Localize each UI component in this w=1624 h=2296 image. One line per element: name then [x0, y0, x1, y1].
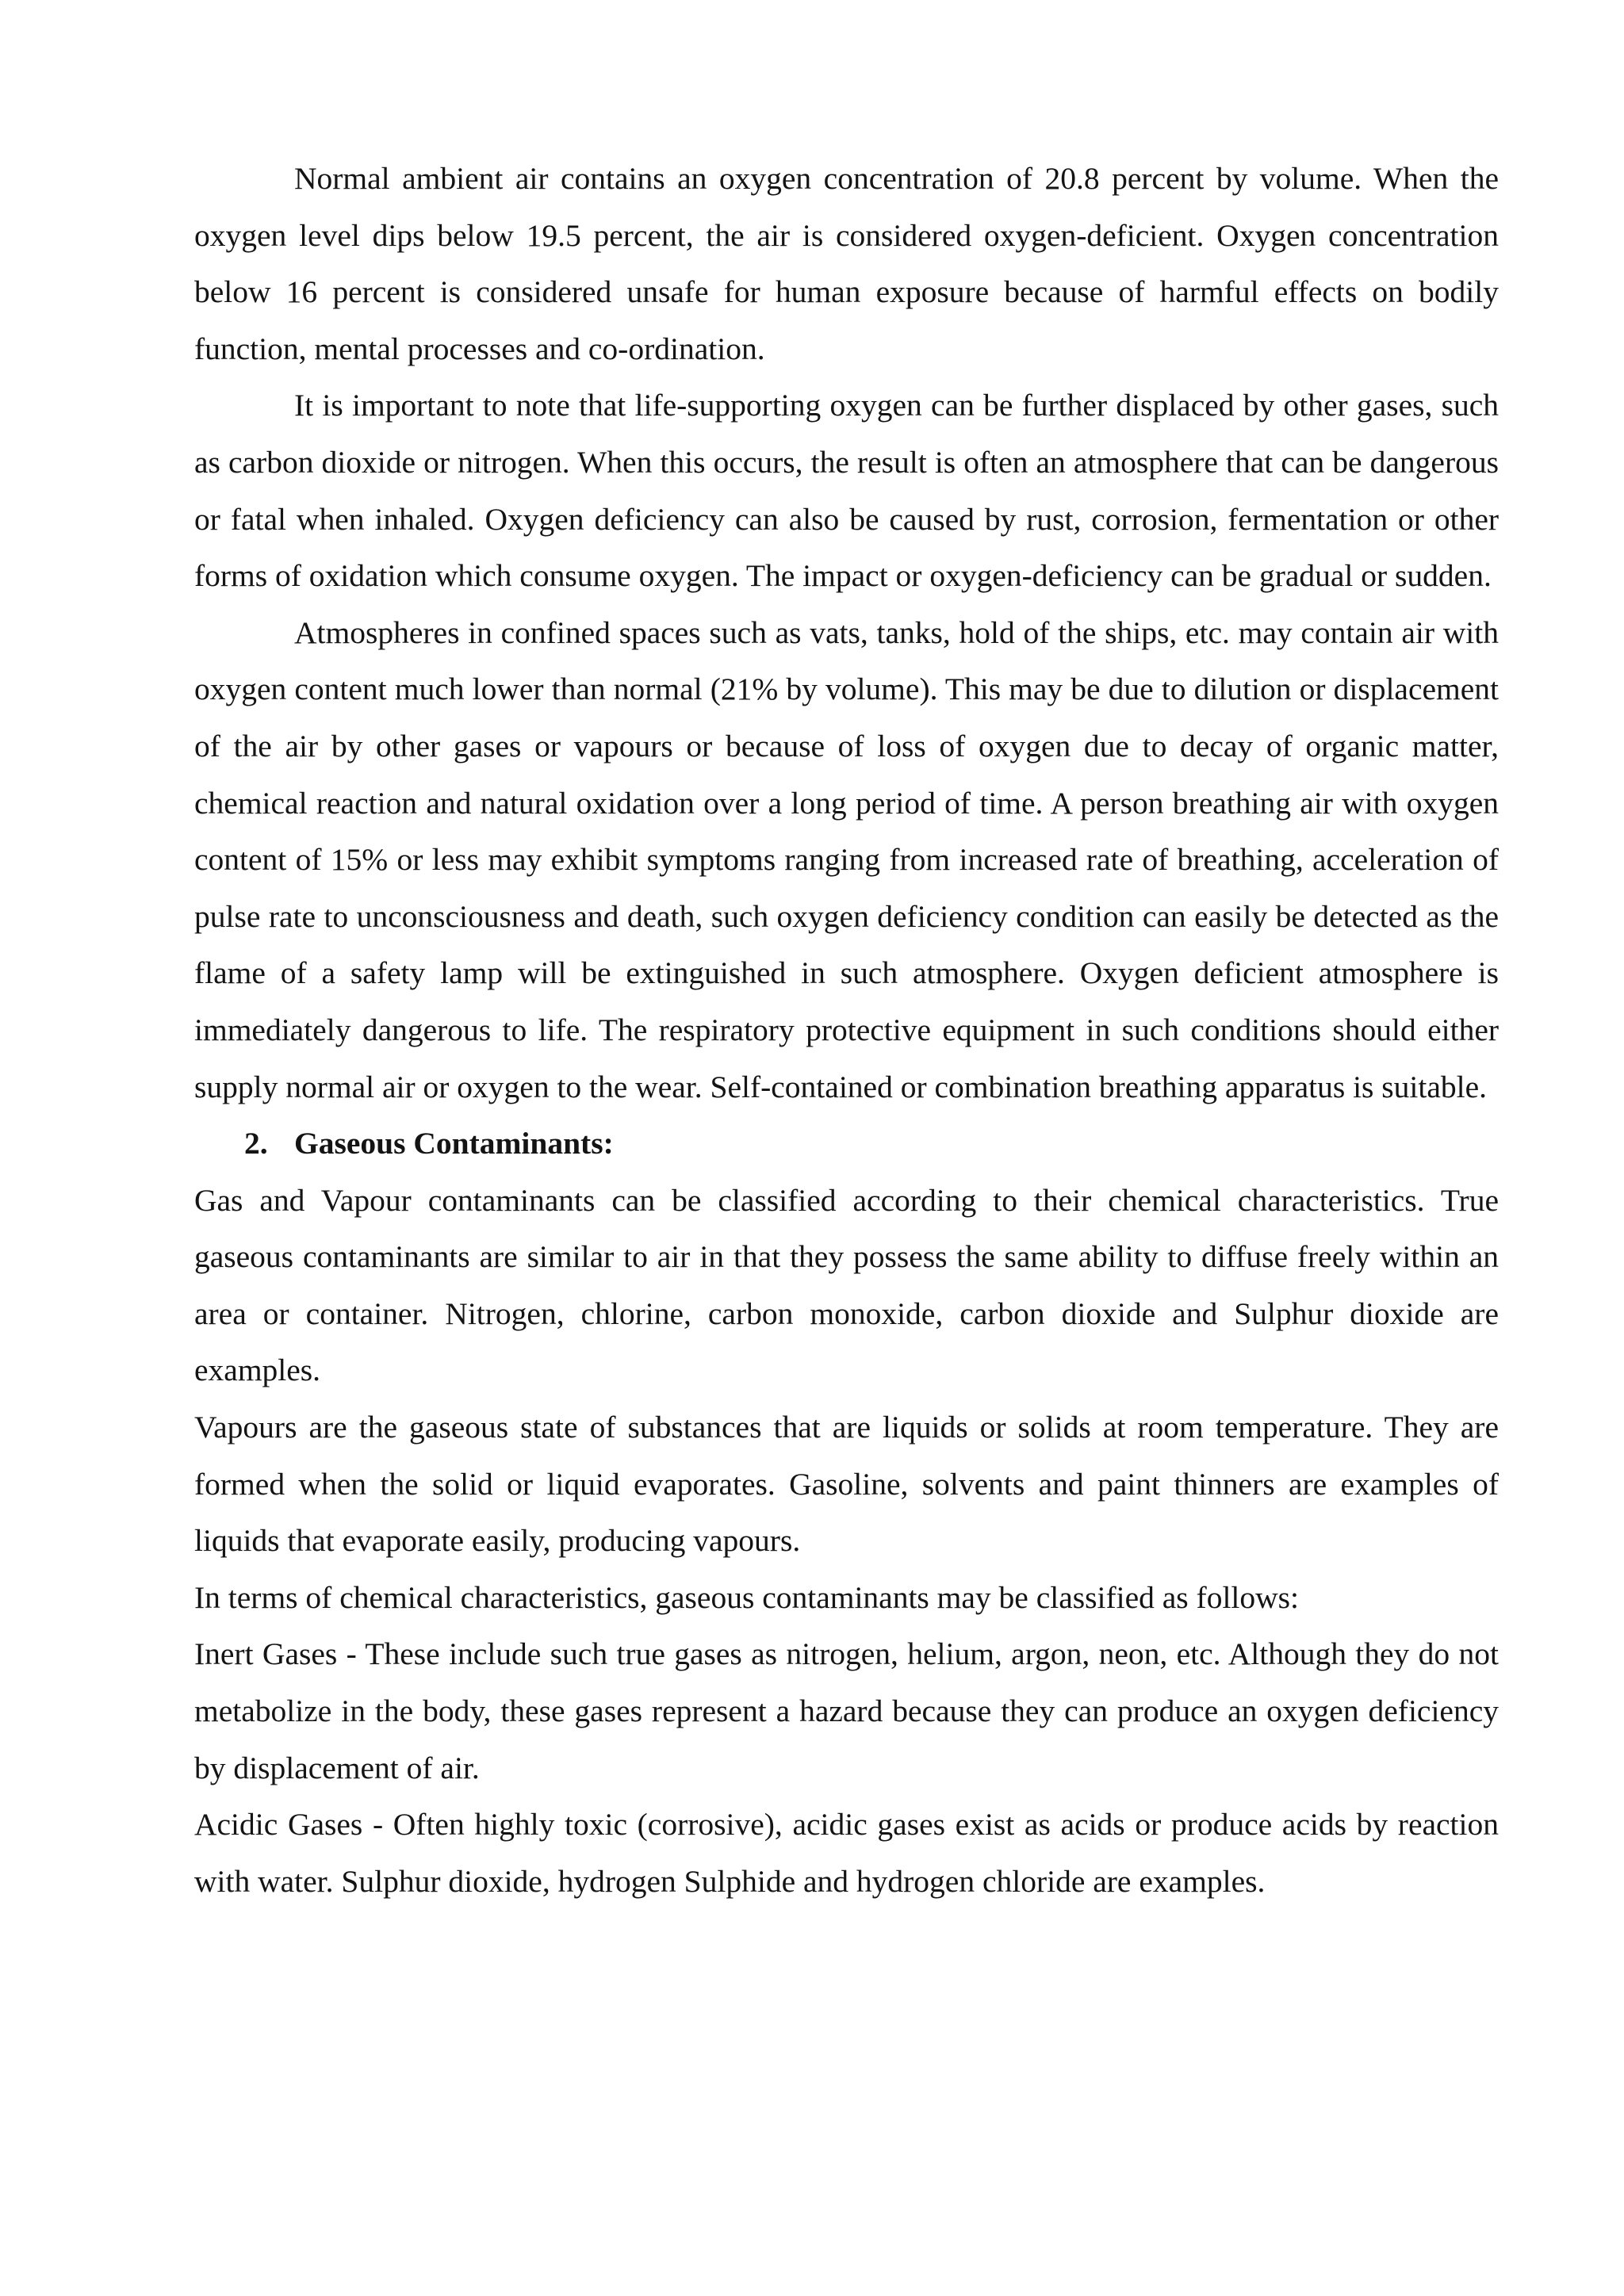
paragraph-confined-spaces: Atmospheres in confined spaces such as vats, tanks, hold of the ships, etc. may contain air with oxygen content much lower than normal (21% by volume). This may be due to dilution or displacement of the air by other gases or vapours or because of loss of oxygen due to decay of organic matter, chemical reaction and natural oxidation over a long period of time. A person breathing air with oxygen content of 15% or less may exhibit symptoms ranging from increased rate of breathing, acceleration of pulse rate to unconsciousness and death, such oxygen deficiency condition can easily be detected as the flame of a safety lamp will be extinguished in such atmosphere. Oxygen deficient atmosphere is immediately dangerous to life. The respiratory protective equipment in such conditions should either supply normal air or oxygen to the wear. Self-contained or combination breathing apparatus is suitable.	[194, 614, 1499, 1104]
paragraph-inert-gases: Inert Gases - These include such true gases as nitrogen, helium, argon, neon, etc. Although they do not metabolize in the body, these gases represent a hazard because they can produce an oxygen deficiency by displacement of air.	[194, 1636, 1499, 1785]
paragraph-oxygen-concentration: Normal ambient air contains an oxygen concentration of 20.8 percent by volume. When the oxygen level dips below 19.5 percent, the air is considered oxygen-deficient. Oxygen concentration below 16 percent is considered unsafe for human exposure because of harmful effects on bodily function, mental processes and co-ordination.	[194, 161, 1499, 366]
section-number: 2.	[244, 1126, 268, 1161]
paragraph-gas-vapour-contaminants: Gas and Vapour contaminants can be classified according to their chemical characteristics. True gaseous contaminants are similar to air in that they possess the same ability to diffuse freely within an area or container. Nitrogen, chlorine, carbon monoxide, carbon dioxide and Sulphur dioxide are examples.	[194, 1182, 1499, 1388]
section-title: Gaseous Contaminants:	[294, 1126, 614, 1161]
document-page	[194, 151, 1499, 1910]
paragraph-oxygen-displacement: It is important to note that life-supporting oxygen can be further displaced by other gases, such as carbon dioxide or nitrogen. When this occurs, the result is often an atmosphere that can be dangerous or fatal when inhaled. Oxygen deficiency can also be caused by rust, corrosion, fermentation or other forms of oxidation which consume oxygen. The impact or oxygen-deficiency can be gradual or sudden.	[194, 388, 1499, 594]
paragraph-acidic-gases: Acidic Gases - Often highly toxic (corrosive), acidic gases exist as acids or produce acids by reaction with water. Sulphur dioxide, hydrogen Sulphide and hydrogen chloride are examples.	[194, 1807, 1499, 1899]
paragraph-vapours: Vapours are the gaseous state of substances that are liquids or solids at room temperature. They are formed when the solid or liquid evaporates. Gasoline, solvents and paint thinners are examples of liquids that evaporate easily, producing vapours.	[194, 1410, 1499, 1559]
section-heading	[194, 1115, 1499, 1173]
paragraph-classification-intro: In terms of chemical characteristics, gaseous contaminants may be classified as follows:	[194, 1579, 1300, 1615]
